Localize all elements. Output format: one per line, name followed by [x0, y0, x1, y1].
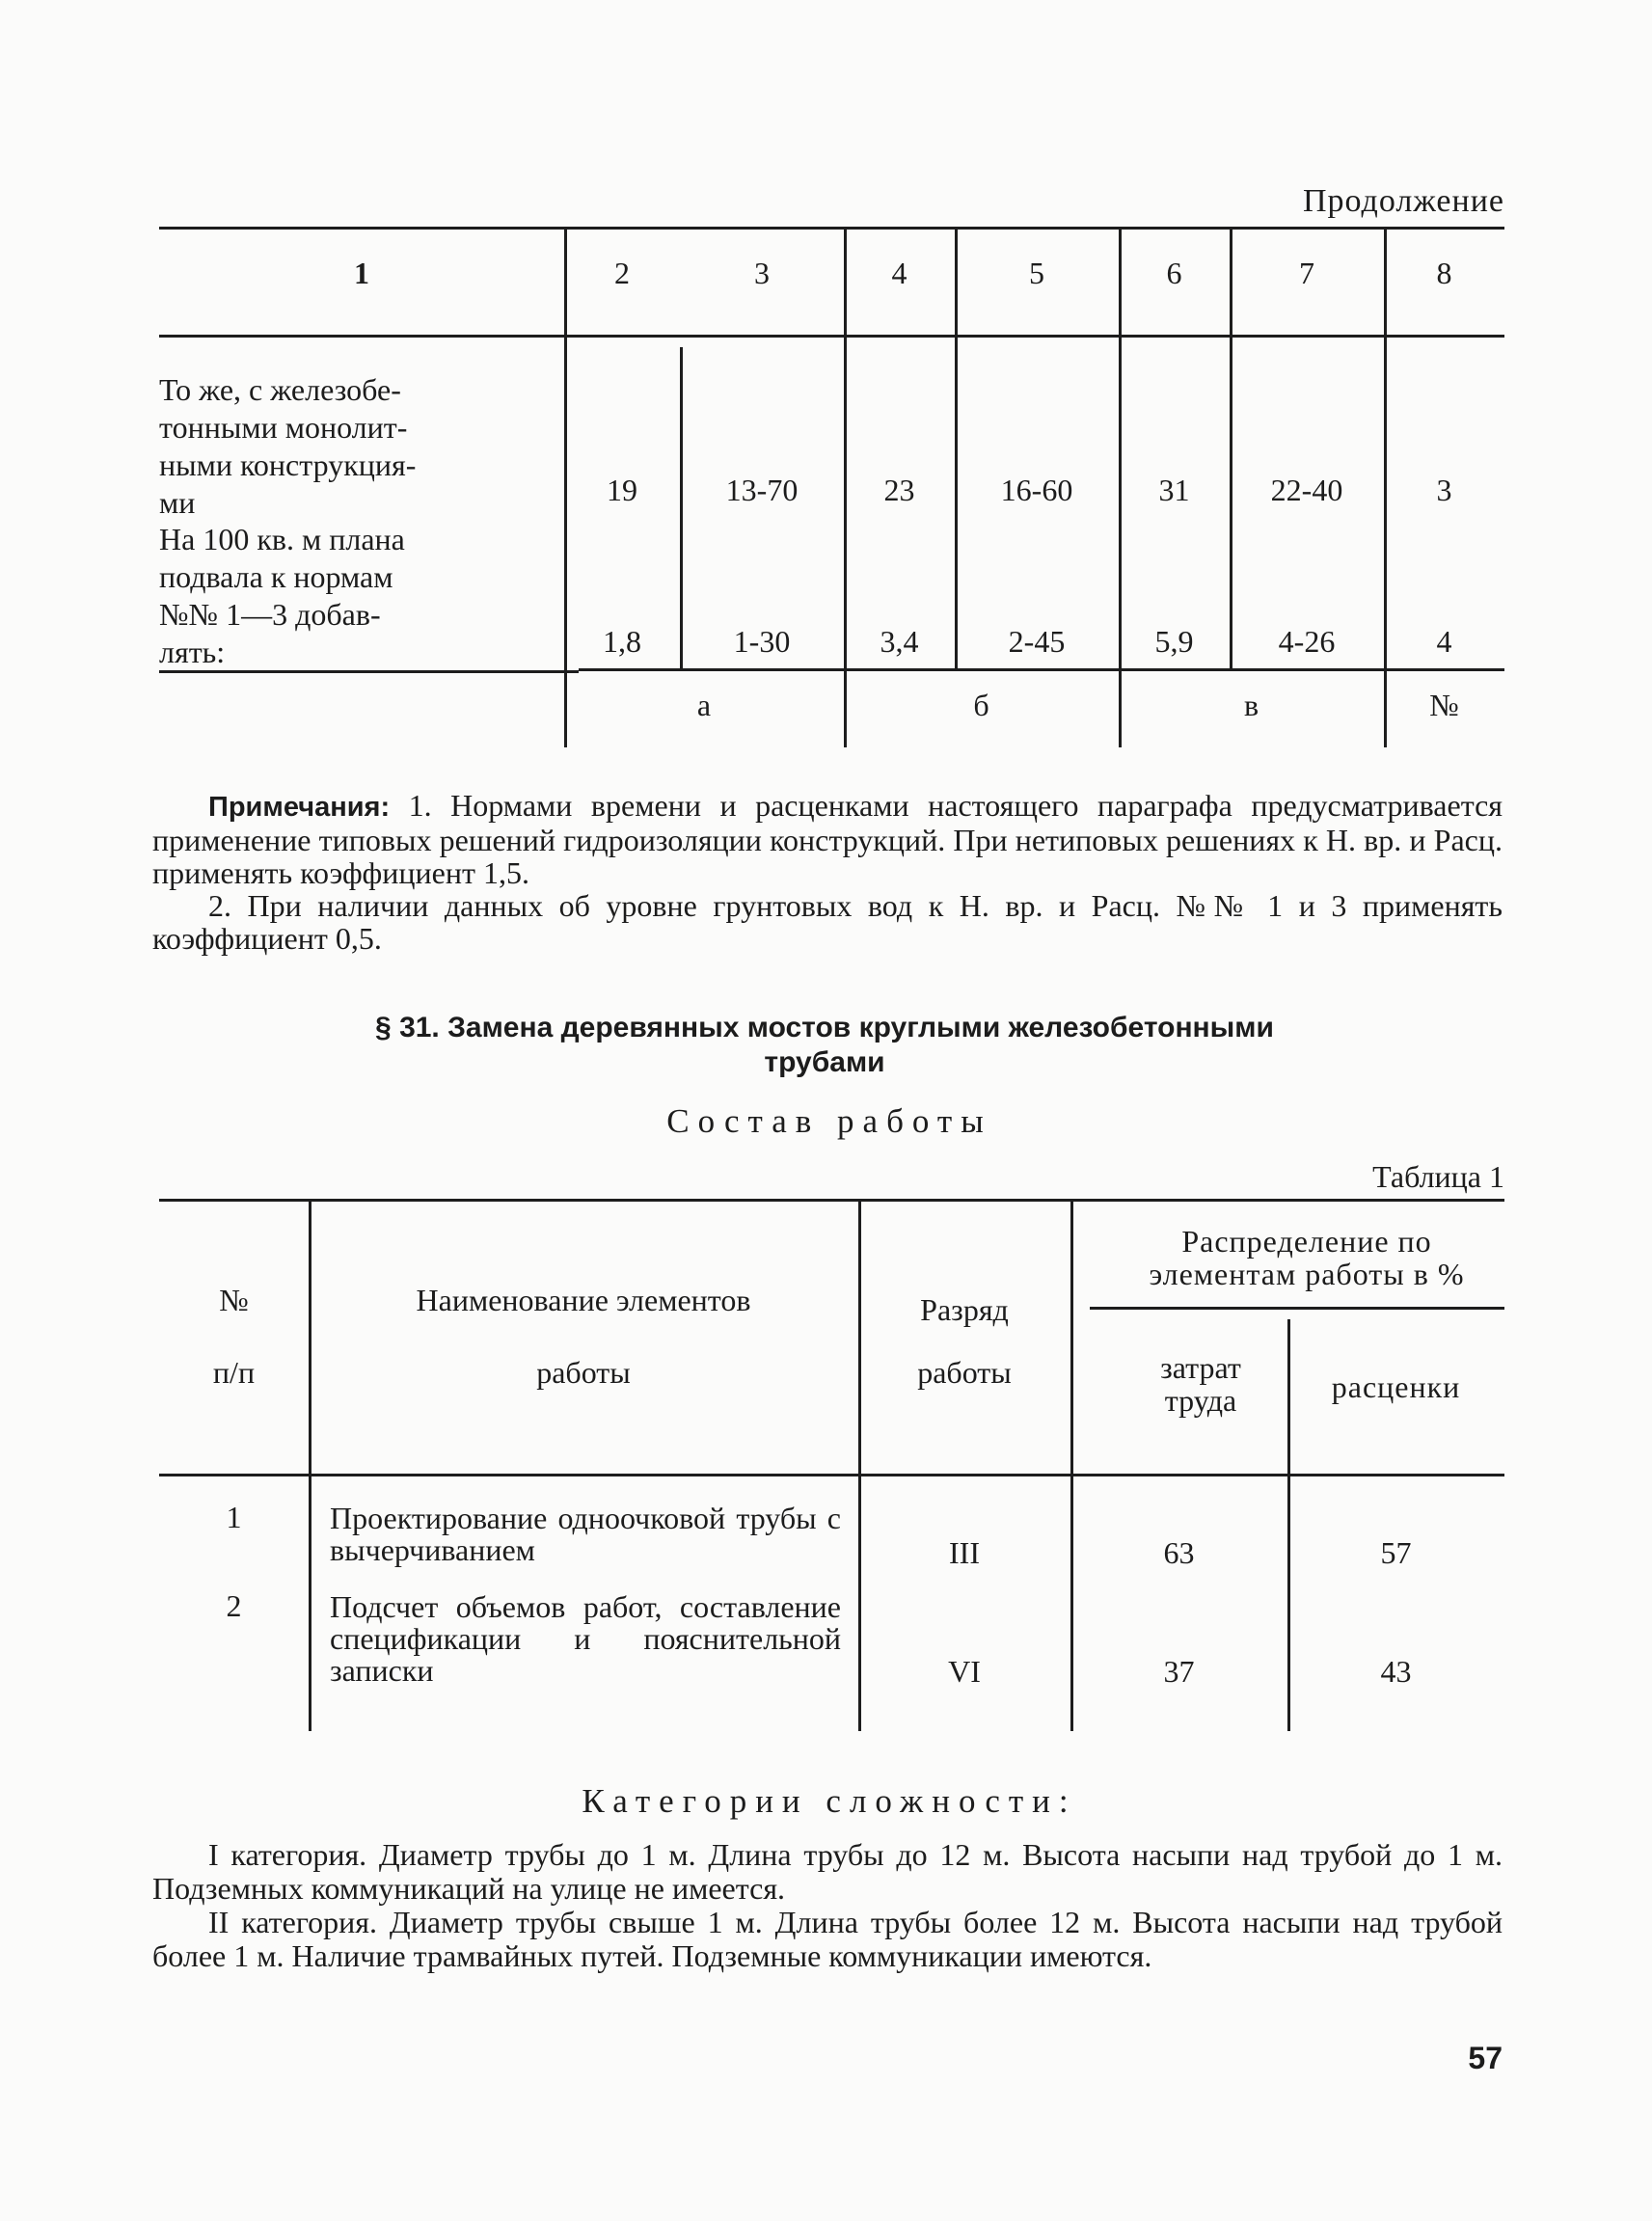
row-2-value: 2-45 [1008, 624, 1066, 659]
col-header-6: 6 [1166, 256, 1182, 290]
row-2-value: 3,4 [880, 624, 919, 659]
row-2-number: 2 [226, 1588, 242, 1623]
notes-lead: Примечания: [208, 792, 391, 823]
continuation-label: Продолжение [1302, 183, 1504, 219]
header-distribution: Распределение по элементам работы в % [1149, 1224, 1465, 1291]
col-header-4: 4 [891, 256, 907, 290]
header-grade: Разряд [920, 1292, 1009, 1327]
row-1-value: 31 [1158, 473, 1190, 507]
table-top-rule [159, 1199, 1504, 1202]
section-title [289, 1011, 1360, 1080]
subheader-rule [1090, 1307, 1504, 1310]
row-1-price: 57 [1380, 1535, 1412, 1570]
continuation-table [159, 227, 1504, 752]
header-price: расценки [1331, 1369, 1461, 1404]
row-1-value: 16-60 [1000, 473, 1073, 507]
col-divider [309, 1199, 311, 1731]
row-2-labor: 37 [1163, 1654, 1195, 1689]
footer-label-a: а [696, 688, 712, 722]
header-bottom-rule [159, 1474, 1504, 1476]
footer-label-no: № [1429, 688, 1459, 722]
row-1-labor: 63 [1163, 1535, 1195, 1570]
page-number: 57 [1468, 2041, 1503, 2075]
row-1-name: Проектирование одноочковой трубы с вычерчиванием [330, 1501, 841, 1567]
col-header-3: 3 [754, 256, 770, 290]
note-1-text: 1. Нормами времени и расценками настоящего параграфа предусматривается применение типовых решений гидроизоляции конструкций. При нетиповых решениях к Н. вр. и Расц. применять коэффициент 1,5. [152, 788, 1503, 890]
row-1-number: 1 [226, 1500, 242, 1534]
row-1-value: 13-70 [725, 473, 799, 507]
header-name-sub: работы [536, 1355, 631, 1390]
category-2: II категория. Диаметр трубы свыше 1 м. Длина трубы более 12 м. Высота насыпи над трубой более 1 м. Наличие трамвайных путей. Подземные коммуникации имеются. [152, 1905, 1503, 1973]
row-1-line: То же, с железобе- [159, 372, 401, 407]
section-title-line-2: трубами [764, 1046, 885, 1078]
row-1-line: ми [159, 485, 196, 520]
category-1: I категория. Диаметр трубы до 1 м. Длина трубы до 12 м. Высота насыпи над трубой до 1 м. Подземных коммуникаций на улице не имеется. [152, 1837, 1503, 1906]
row-1-value: 3 [1436, 473, 1452, 507]
row-2-line: лять: [159, 635, 226, 669]
col-divider [858, 1199, 861, 1731]
col-divider [955, 227, 958, 670]
footer-label-b: б [973, 688, 989, 722]
row-1-value: 19 [607, 473, 637, 507]
col-divider [680, 347, 683, 670]
note-1 [152, 789, 1503, 889]
data-bottom-rule-right [579, 668, 1504, 671]
row-2-name: Подсчет объемов работ, составление спецификации и пояснительной записки [330, 1589, 841, 1688]
header-number: № [219, 1283, 249, 1317]
header-grade-sub: работы [917, 1355, 1012, 1390]
row-2-description [159, 521, 492, 671]
row-1-grade: III [949, 1535, 980, 1570]
row-1-description [159, 371, 492, 522]
note-2: 2. При наличии данных об уровне грунтовых вод к Н. вр. и Расц. №№ 1 и 3 применять коэффициент 0,5. [152, 888, 1503, 956]
work-table [159, 1199, 1504, 1734]
row-2-value: 1-30 [733, 624, 791, 659]
col-header-1: 1 [354, 256, 369, 290]
row-1-value: 22-40 [1270, 473, 1343, 507]
col-header-5: 5 [1029, 256, 1044, 290]
row-2-price: 43 [1380, 1654, 1412, 1689]
header-labor: затрат труда [1160, 1350, 1241, 1418]
row-2-value: 4-26 [1278, 624, 1336, 659]
col-header-2: 2 [614, 256, 630, 290]
row-1-line: ными конструкция- [159, 447, 417, 482]
categories-heading: Категории сложности: [582, 1782, 1077, 1820]
notes-block [152, 789, 1503, 955]
row-1-line: тонными монолит- [159, 410, 408, 445]
row-2-line: подвала к нормам [159, 559, 393, 594]
header-name: Наименование элементов [416, 1283, 751, 1317]
row-2-grade: VI [948, 1654, 981, 1689]
row-2-line: На 100 кв. м плана [159, 522, 405, 556]
row-2-value: 5,9 [1154, 624, 1194, 659]
row-2-line: №№ 1—3 добав- [159, 597, 381, 632]
col-header-8: 8 [1436, 256, 1452, 290]
col-divider [1070, 1199, 1073, 1731]
table-top-rule [159, 227, 1504, 230]
table-label: Таблица 1 [1372, 1159, 1504, 1194]
row-2-value: 1,8 [603, 624, 641, 659]
col-divider [1230, 227, 1232, 670]
col-header-7: 7 [1299, 256, 1314, 290]
header-bottom-rule [159, 335, 1504, 338]
section-title-line-1: § 31. Замена деревянных мостов круглыми железобетонными [375, 1012, 1274, 1043]
header-number-sub: п/п [212, 1355, 256, 1390]
row-2-value: 4 [1436, 624, 1452, 659]
work-heading: Состав работы [666, 1102, 992, 1140]
row-1-value: 23 [883, 473, 915, 507]
categories-block [152, 1838, 1503, 1973]
footer-label-v: в [1243, 688, 1259, 722]
